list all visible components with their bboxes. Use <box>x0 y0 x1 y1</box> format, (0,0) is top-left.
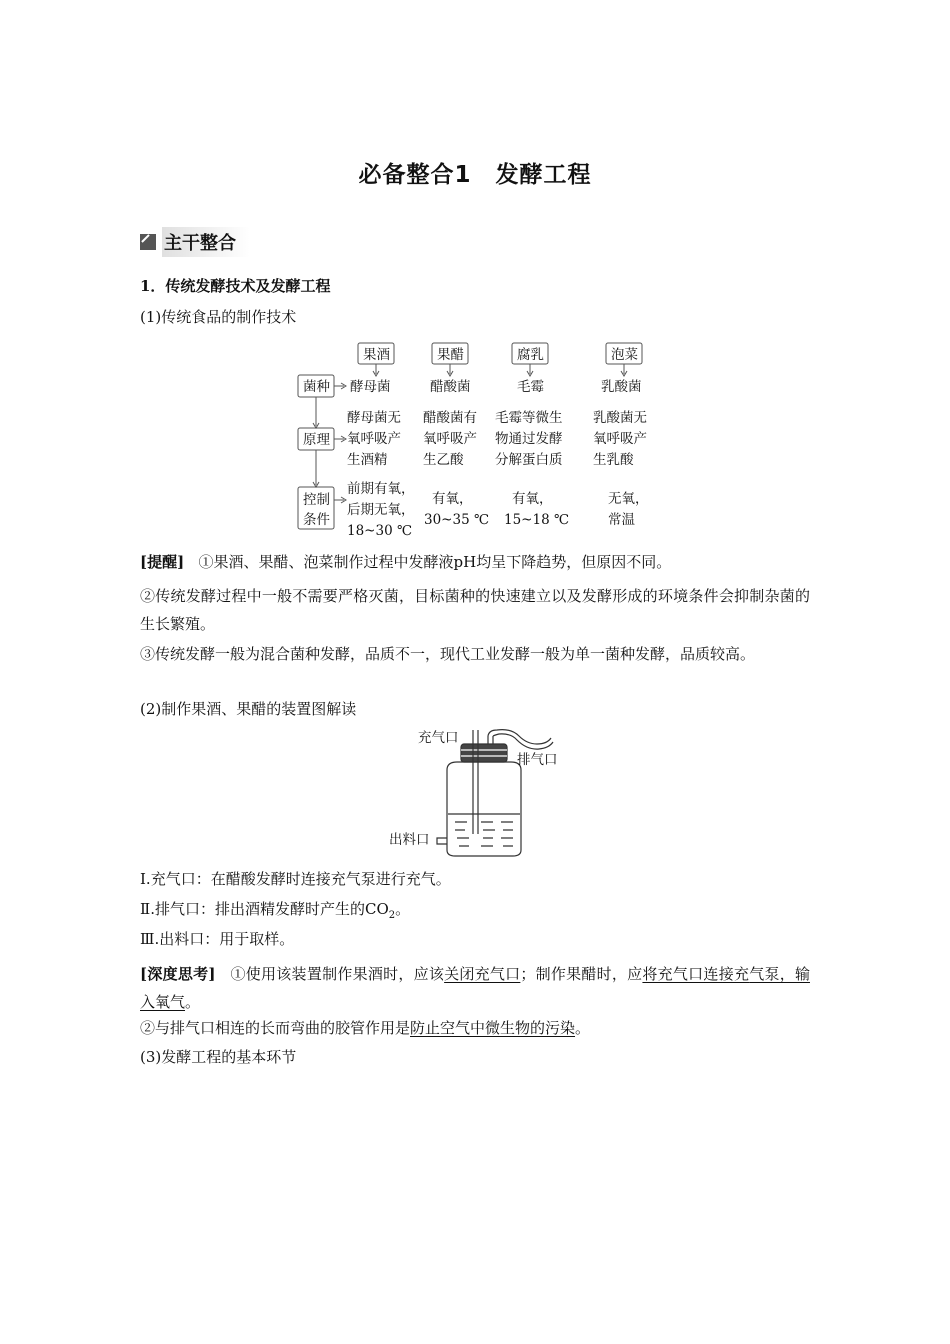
deep-text-1: ①使用该装置制作果酒时，应该 <box>230 965 445 983</box>
apparatus-diagram <box>385 722 565 862</box>
deep-answer-2a: 将充气口连接充 <box>642 965 750 983</box>
tip-line-1 <box>140 552 810 572</box>
roman-ii <box>140 899 810 926</box>
condition-0-0: 前期有氧， <box>347 481 415 497</box>
principle-1-2: 生乙酸 <box>423 452 464 468</box>
condition-2-1: 15~18 ℃ <box>504 512 570 528</box>
condition-0-2: 18~30 ℃ <box>347 523 413 536</box>
strain-0: 酵母菌 <box>350 379 391 395</box>
condition-3-1: 常温 <box>608 512 635 528</box>
condition-1-1: 30~35 ℃ <box>424 512 490 528</box>
food-1: 果醋 <box>437 347 464 363</box>
principle-2-0: 毛霉等微生 <box>495 410 563 426</box>
subheading-1: (1)传统食品的制作技术 <box>140 308 297 326</box>
strain-3: 乳酸菌 <box>601 379 642 395</box>
outlet-label: 排气口 <box>517 752 558 768</box>
principle-0-1: 氧呼吸产 <box>347 431 401 447</box>
roman-ii-end: 。 <box>395 900 411 918</box>
row-label-strain: 菌种 <box>303 379 330 395</box>
deep-answer-2b: 气泵，输入氧气 <box>140 965 810 1011</box>
deep-text-2: ；制作果醋时，应 <box>520 965 643 983</box>
strain-2: 毛霉 <box>517 379 544 395</box>
condition-2-0: 有氧， <box>512 491 553 507</box>
heading-1: 1．传统发酵技术及发酵工程 <box>140 277 331 295</box>
roman-iii: Ⅲ.出料口：用于取样。 <box>140 930 295 948</box>
principle-1-1: 氧呼吸产 <box>423 431 477 447</box>
deep-think-para-1 <box>140 960 810 1016</box>
principle-2-2: 分解蛋白质 <box>495 452 563 468</box>
principle-3-0: 乳酸菌无 <box>593 410 647 426</box>
food-2: 腐乳 <box>517 347 544 363</box>
principle-3-1: 氧呼吸产 <box>593 431 647 447</box>
row-label-conditions-a: 控制 <box>303 492 330 508</box>
condition-3-0: 无氧， <box>608 491 649 507</box>
tip-text-2: ②传统发酵过程中一般不需要严格灭菌，目标菌种的快速建立以及发酵形成的环境条件会抑制杂菌的生长繁殖。 <box>140 587 810 633</box>
sampler-label: 出料口 <box>389 832 430 848</box>
deep-p2-text: ②与排气口相连的长而弯曲的胶管作用是 <box>140 1019 411 1037</box>
strain-1: 醋酸菌 <box>430 379 471 395</box>
tip-text-1: ①果酒、果醋、泡菜制作过程中发酵液pH均呈下降趋势，但原因不同。 <box>198 553 672 571</box>
principle-0-0: 酵母菌无 <box>347 410 401 426</box>
principle-2-1: 物通过发酵 <box>495 431 563 447</box>
deep-answer-1: 关闭充气口 <box>444 965 521 983</box>
subheading-3: (3)发酵工程的基本环节 <box>140 1048 297 1066</box>
condition-1-0: 有氧， <box>432 491 473 507</box>
pencil-icon <box>140 234 156 250</box>
section-title: 主干整合 <box>162 227 250 257</box>
deep-p2-end: 。 <box>575 1019 591 1037</box>
food-3: 泡菜 <box>611 347 638 363</box>
fermentation-diagram <box>290 336 670 536</box>
section-header <box>140 229 250 255</box>
tip-text-3: ③传统发酵一般为混合菌种发酵，品质不一，现代工业发酵一般为单一菌种发酵，品质较高。 <box>140 645 756 663</box>
page-title: 必备整合1 发酵工程 <box>358 162 592 188</box>
inlet-label: 充气口 <box>418 730 459 746</box>
deep-text-3: 。 <box>185 993 201 1011</box>
row-label-principle: 原理 <box>303 432 330 448</box>
roman-ii-text: Ⅱ.排气口：排出酒精发酵时产生的CO <box>140 900 389 918</box>
principle-0-2: 生酒精 <box>347 452 388 468</box>
food-0: 果酒 <box>363 347 390 363</box>
principle-3-2: 生乳酸 <box>593 452 634 468</box>
roman-i: Ⅰ.充气口：在醋酸发酵时连接充气泵进行充气。 <box>140 870 451 888</box>
deep-think-para-2 <box>140 1018 810 1038</box>
tip-label: [提醒] <box>140 553 185 571</box>
subheading-2: (2)制作果酒、果醋的装置图解读 <box>140 700 357 718</box>
principle-1-0: 醋酸菌有 <box>423 410 477 426</box>
deep-label: [深度思考] <box>140 965 216 983</box>
row-label-conditions-b: 条件 <box>303 512 330 528</box>
condition-0-1: 后期无氧， <box>347 502 415 518</box>
roman-ii-subscript: 2 <box>388 910 396 921</box>
deep-answer-3: 防止空气中微生物的污染 <box>410 1019 576 1037</box>
